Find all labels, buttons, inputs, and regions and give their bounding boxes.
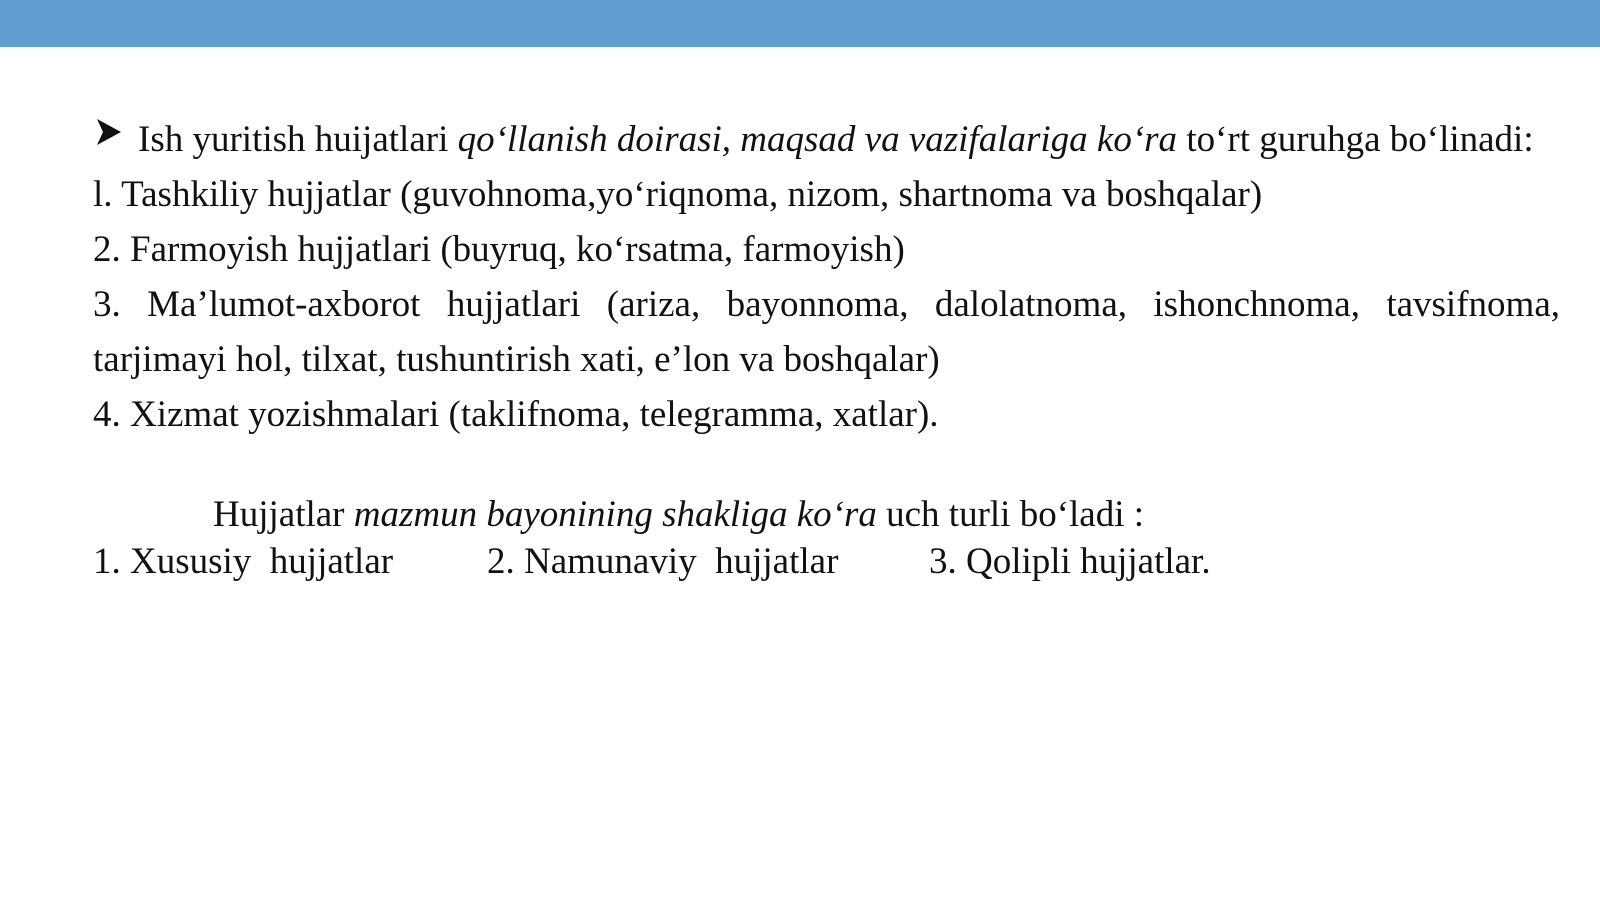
document-type-2: 2. Namunaviy hujjatlar bbox=[487, 541, 839, 582]
arrow-bullet-icon bbox=[95, 117, 123, 147]
group-item-3: 3. Ma’lumot-axborot hujjatlari (ariza, bayonnoma, dalolatnoma, ishonchnoma, tavsifnoma, tarjimayi hol, tilxat, tushuntirish xati, e’lon va boshqalar) bbox=[93, 284, 1560, 380]
group-item-1: l. Tashkiliy hujjatlar (guvohnoma,yo‘riqnoma, nizom, shartnoma va boshqalar) bbox=[93, 174, 1263, 215]
group-item-4: 4. Xizmat yozishmalari (taklifnoma, telegramma, xatlar). bbox=[93, 394, 939, 435]
document-types-row bbox=[93, 538, 1560, 586]
content-form-text-1: Hujjatlar bbox=[213, 494, 354, 535]
content-form-italic: mazmun bayonining shakliga ko‘ra bbox=[353, 494, 877, 535]
intro-bullet bbox=[93, 112, 1560, 167]
slide-content bbox=[93, 112, 1560, 586]
group-item-2: 2. Farmoyish hujjatlari (buyruq, ko‘rsatma, farmoyish) bbox=[93, 229, 905, 270]
header-bar bbox=[0, 0, 1600, 47]
intro-text-1: Ish yuritish huijatlari bbox=[138, 119, 458, 160]
content-form-text-2: uch turli bo‘ladi : bbox=[876, 494, 1145, 535]
content-form-heading bbox=[93, 491, 1560, 538]
intro-text-2: to‘rt guruhga bo‘linadi: bbox=[1177, 119, 1534, 160]
document-type-1: 1. Xususiy hujjatlar bbox=[93, 541, 394, 582]
intro-italic: qo‘llanish doirasi, maqsad va vazifalariga ko‘ra bbox=[457, 119, 1178, 160]
document-type-3: 3. Qolipli hujjatlar. bbox=[929, 541, 1211, 582]
